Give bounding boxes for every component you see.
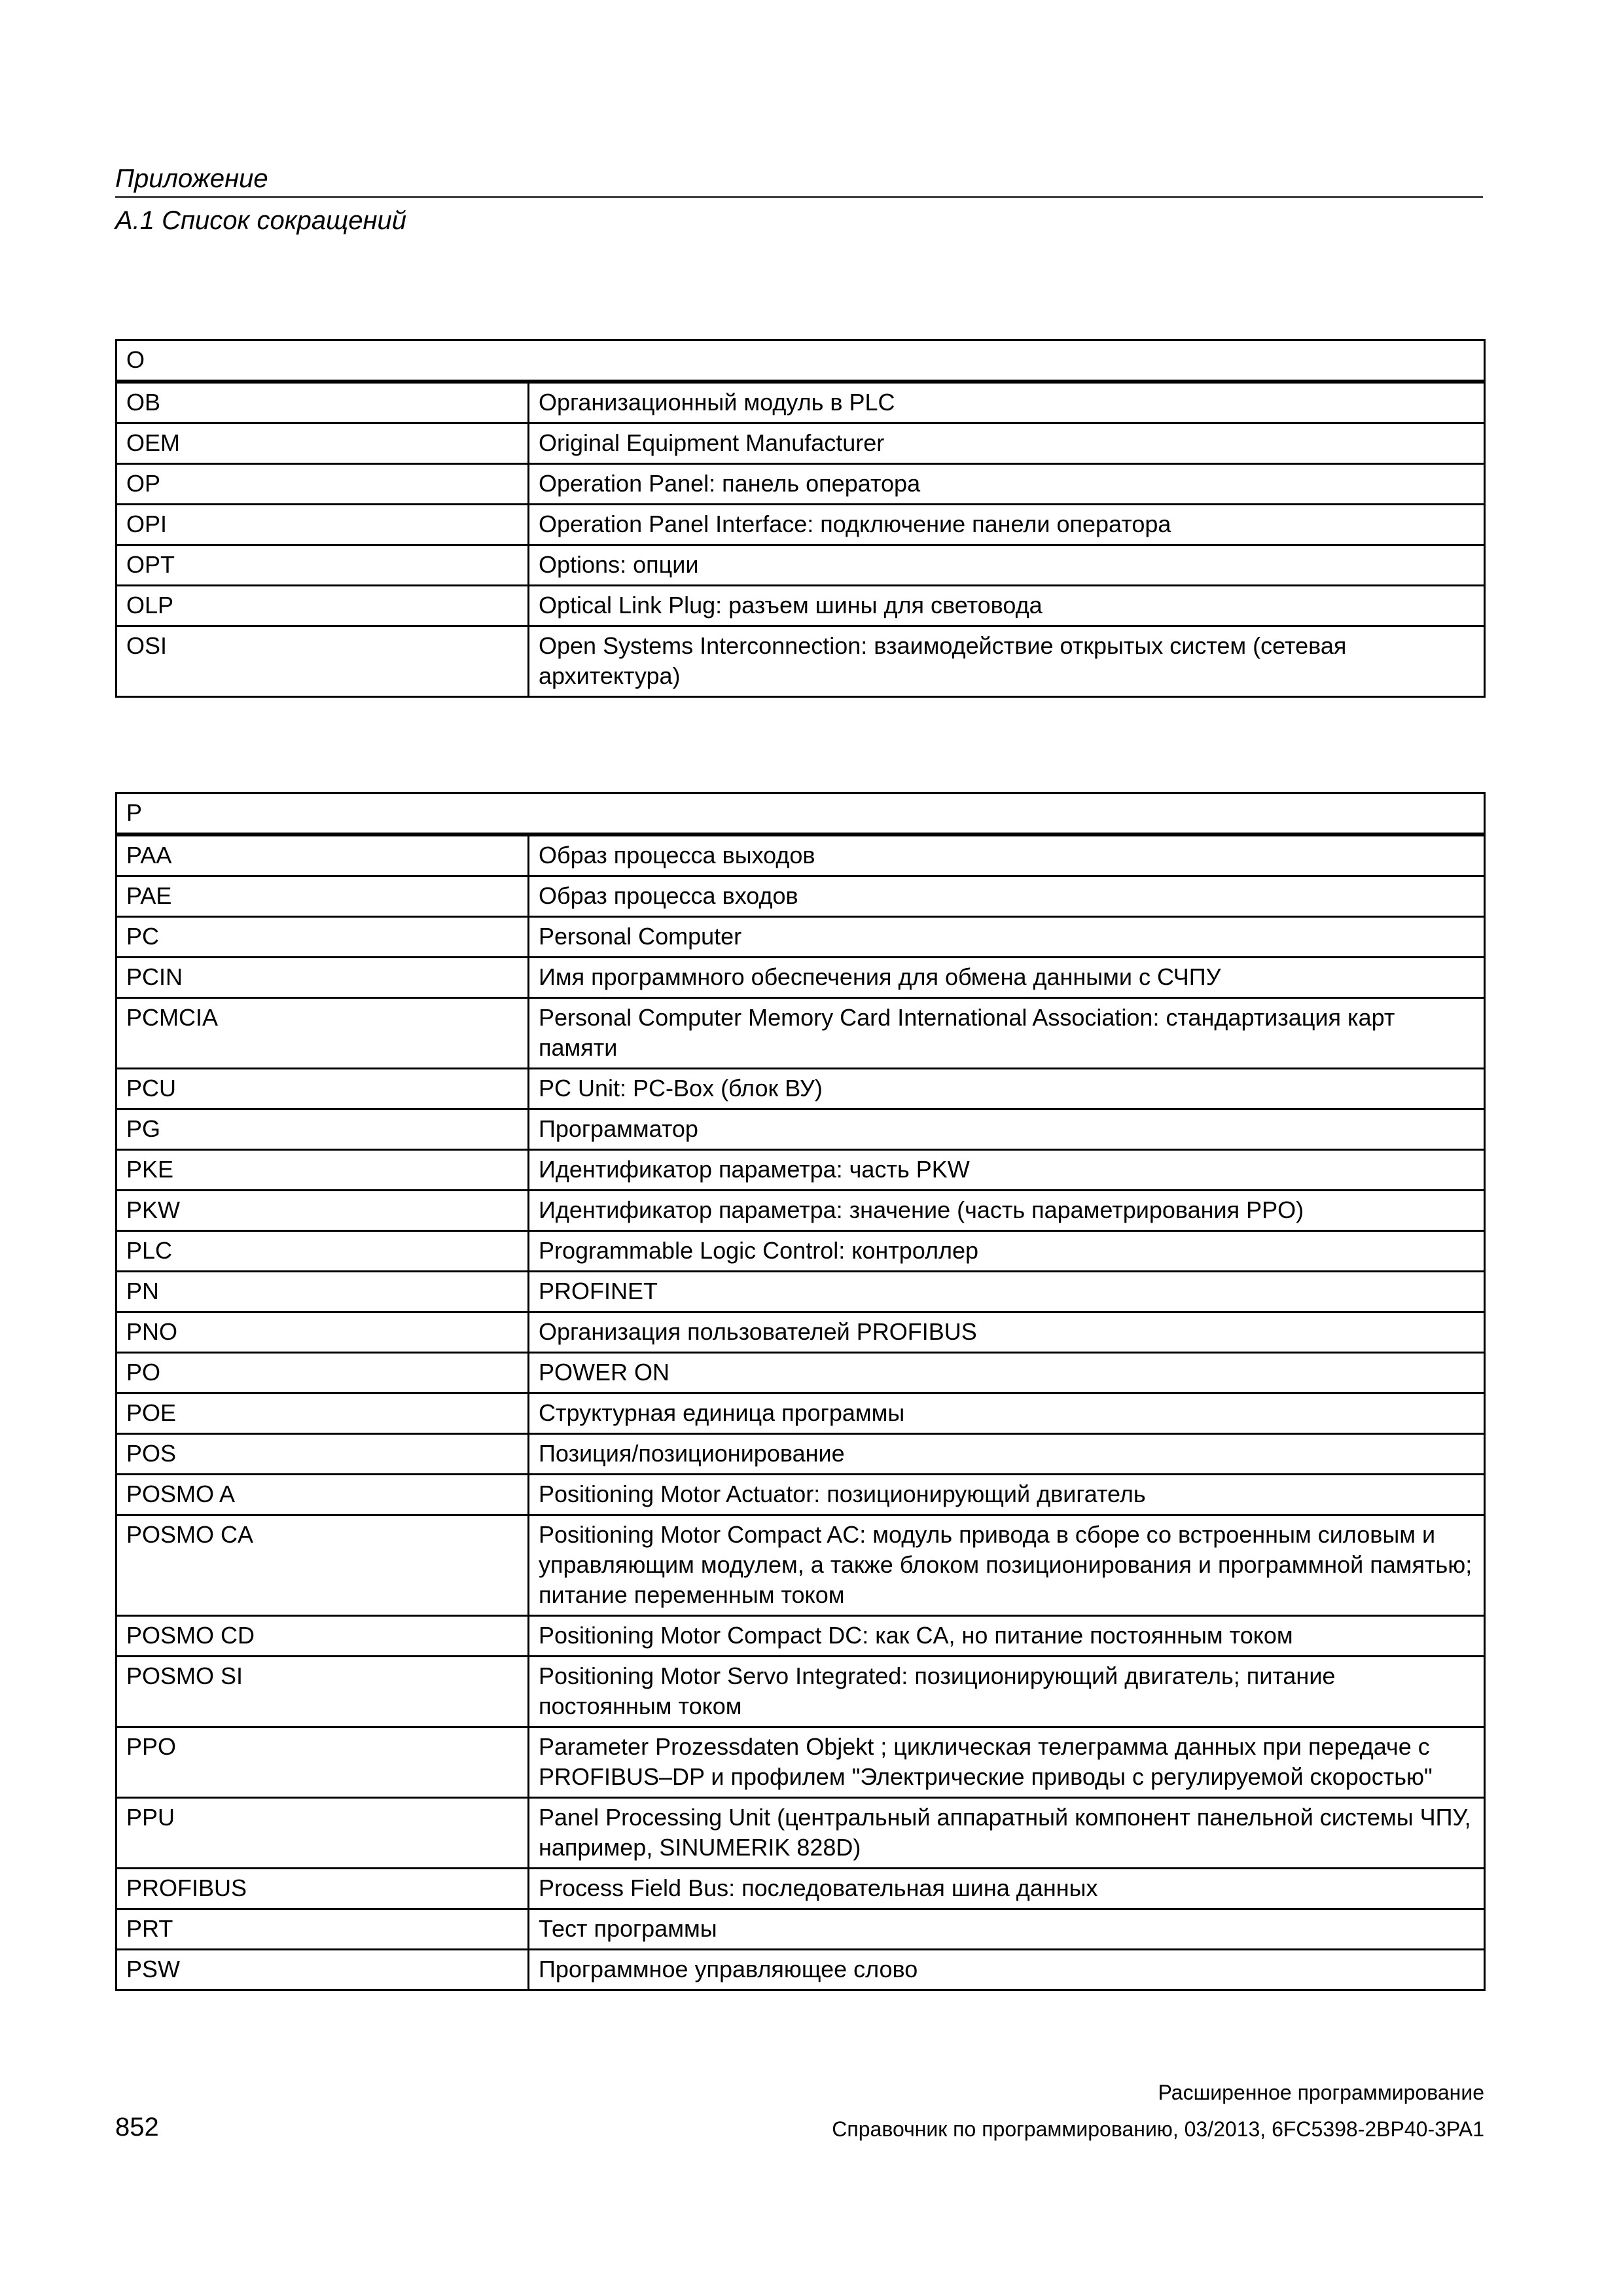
table-row bbox=[116, 382, 1485, 423]
table-row bbox=[116, 1272, 1485, 1312]
abbreviation-cell: OP bbox=[116, 464, 529, 505]
table-row bbox=[116, 1312, 1485, 1353]
table-row bbox=[116, 1353, 1485, 1393]
abbreviation-cell: PPU bbox=[116, 1798, 529, 1869]
description-cell: Идентификатор параметра: часть PKW bbox=[529, 1150, 1485, 1191]
abbreviation-cell: POSMO CA bbox=[116, 1515, 529, 1616]
table-row bbox=[116, 626, 1485, 697]
abbreviation-cell: OEM bbox=[116, 423, 529, 464]
page-header bbox=[115, 162, 1483, 237]
description-cell: Программное управляющее слово bbox=[529, 1950, 1485, 1990]
description-cell: Positioning Motor Compact DC: как CA, но питание постоянным током bbox=[529, 1616, 1485, 1657]
abbreviation-cell: PKW bbox=[116, 1191, 529, 1231]
description-cell: Тест программы bbox=[529, 1909, 1485, 1950]
description-cell: Optical Link Plug: разъем шины для световода bbox=[529, 586, 1485, 626]
table-row bbox=[116, 958, 1485, 998]
abbreviation-cell: PCU bbox=[116, 1069, 529, 1109]
table-row bbox=[116, 1909, 1485, 1950]
abbreviation-cell: PLC bbox=[116, 1231, 529, 1272]
table-row bbox=[116, 1727, 1485, 1798]
table-row bbox=[116, 998, 1485, 1069]
abbreviation-cell: POS bbox=[116, 1434, 529, 1475]
section-title: A.1 Список сокращений bbox=[115, 206, 406, 235]
abbreviation-cell: PRT bbox=[116, 1909, 529, 1950]
abbreviation-cell: PCMCIA bbox=[116, 998, 529, 1069]
letter-heading: O bbox=[116, 340, 1485, 382]
table-row bbox=[116, 917, 1485, 958]
table-row bbox=[116, 505, 1485, 545]
table-row bbox=[116, 876, 1485, 917]
abbreviation-cell: OLP bbox=[116, 586, 529, 626]
description-cell: Позиция/позиционирование bbox=[529, 1434, 1485, 1475]
abbreviation-cell: POSMO CD bbox=[116, 1616, 529, 1657]
description-cell: Operation Panel Interface: подключение панели оператора bbox=[529, 505, 1485, 545]
table-row bbox=[116, 1069, 1485, 1109]
abbreviation-cell: PNO bbox=[116, 1312, 529, 1353]
abbreviation-cell: PSW bbox=[116, 1950, 529, 1990]
description-cell: Options: опции bbox=[529, 545, 1485, 586]
description-cell: Personal Computer Memory Card International Association: стандартизация карт памяти bbox=[529, 998, 1485, 1069]
abbreviation-cell: POSMO SI bbox=[116, 1657, 529, 1727]
abbreviation-cell: PKE bbox=[116, 1150, 529, 1191]
description-cell: Operation Panel: панель оператора bbox=[529, 464, 1485, 505]
table-row bbox=[116, 1150, 1485, 1191]
table-row bbox=[116, 423, 1485, 464]
table-row bbox=[116, 834, 1485, 876]
abbreviation-cell: OPI bbox=[116, 505, 529, 545]
description-cell: PC Unit: PC-Box (блок ВУ) bbox=[529, 1069, 1485, 1109]
description-cell: Personal Computer bbox=[529, 917, 1485, 958]
letter-heading: P bbox=[116, 793, 1485, 835]
description-cell: Programmable Logic Control: контроллер bbox=[529, 1231, 1485, 1272]
description-cell: Имя программного обеспечения для обмена данными с СЧПУ bbox=[529, 958, 1485, 998]
description-cell: Образ процесса входов bbox=[529, 876, 1485, 917]
abbreviation-cell: OB bbox=[116, 382, 529, 423]
description-cell: Positioning Motor Servo Integrated: позиционирующий двигатель; питание постоянным током bbox=[529, 1657, 1485, 1727]
abbreviation-cell: PCIN bbox=[116, 958, 529, 998]
description-cell: Open Systems Interconnection: взаимодействие открытых систем (сетевая архитектура) bbox=[529, 626, 1485, 697]
description-cell: Программатор bbox=[529, 1109, 1485, 1150]
abbreviation-cell: PC bbox=[116, 917, 529, 958]
table-row bbox=[116, 1616, 1485, 1657]
abbreviation-cell: PN bbox=[116, 1272, 529, 1312]
table-row bbox=[116, 1393, 1485, 1434]
abbreviation-cell: POE bbox=[116, 1393, 529, 1434]
table-row bbox=[116, 1109, 1485, 1150]
description-cell: Организация пользователей PROFIBUS bbox=[529, 1312, 1485, 1353]
table-row bbox=[116, 1475, 1485, 1515]
abbreviation-table-o bbox=[115, 339, 1486, 698]
table-row bbox=[116, 1657, 1485, 1727]
table-row bbox=[116, 1798, 1485, 1869]
abbreviation-cell: PG bbox=[116, 1109, 529, 1150]
abbreviation-cell: POSMO A bbox=[116, 1475, 529, 1515]
page-number: 852 bbox=[115, 2113, 159, 2142]
description-cell: Организационный модуль в PLC bbox=[529, 382, 1485, 423]
description-cell: Process Field Bus: последовательная шина данных bbox=[529, 1869, 1485, 1909]
table-row bbox=[116, 1950, 1485, 1990]
abbreviation-cell: PPO bbox=[116, 1727, 529, 1798]
footer-document-reference: Справочник по программированию, 03/2013, 6FC5398-2BP40-3PA1 bbox=[832, 2117, 1484, 2141]
table-row bbox=[116, 1869, 1485, 1909]
abbreviation-table-p bbox=[115, 792, 1486, 1991]
abbreviation-cell: OSI bbox=[116, 626, 529, 697]
description-cell: Структурная единица программы bbox=[529, 1393, 1485, 1434]
table-row bbox=[116, 1191, 1485, 1231]
description-cell: Идентификатор параметра: значение (часть параметрирования PPO) bbox=[529, 1191, 1485, 1231]
description-cell: Panel Processing Unit (центральный аппаратный компонент панельной системы ЧПУ, например, SINUMERIK 828D) bbox=[529, 1798, 1485, 1869]
table-row bbox=[116, 545, 1485, 586]
description-cell: Original Equipment Manufacturer bbox=[529, 423, 1485, 464]
description-cell: PROFINET bbox=[529, 1272, 1485, 1312]
abbreviation-cell: PAE bbox=[116, 876, 529, 917]
description-cell: Positioning Motor Actuator: позиционирующий двигатель bbox=[529, 1475, 1485, 1515]
abbreviation-cell: OPT bbox=[116, 545, 529, 586]
description-cell: Parameter Prozessdaten Objekt ; циклическая телеграмма данных при передаче с PROFIBUS–DP и профилем "Электрические приводы с регулируемой скоростью" bbox=[529, 1727, 1485, 1798]
table-row bbox=[116, 464, 1485, 505]
letter-heading-row bbox=[116, 340, 1485, 382]
abbreviation-cell: PO bbox=[116, 1353, 529, 1393]
table-row bbox=[116, 586, 1485, 626]
letter-heading-row bbox=[116, 793, 1485, 835]
footer-book-title: Расширенное программирование bbox=[1158, 2081, 1484, 2104]
table-row bbox=[116, 1515, 1485, 1616]
description-cell: Образ процесса выходов bbox=[529, 834, 1485, 876]
table-row bbox=[116, 1231, 1485, 1272]
table-row bbox=[116, 1434, 1485, 1475]
description-cell: Positioning Motor Compact AC: модуль привода в сборе со встроенным силовым и управляющим модулем, а также блоком позиционирования и программной памятью; питание переменным током bbox=[529, 1515, 1485, 1616]
abbreviation-cell: PROFIBUS bbox=[116, 1869, 529, 1909]
abbreviation-cell: PAA bbox=[116, 834, 529, 876]
chapter-title: Приложение bbox=[115, 162, 1483, 198]
description-cell: POWER ON bbox=[529, 1353, 1485, 1393]
